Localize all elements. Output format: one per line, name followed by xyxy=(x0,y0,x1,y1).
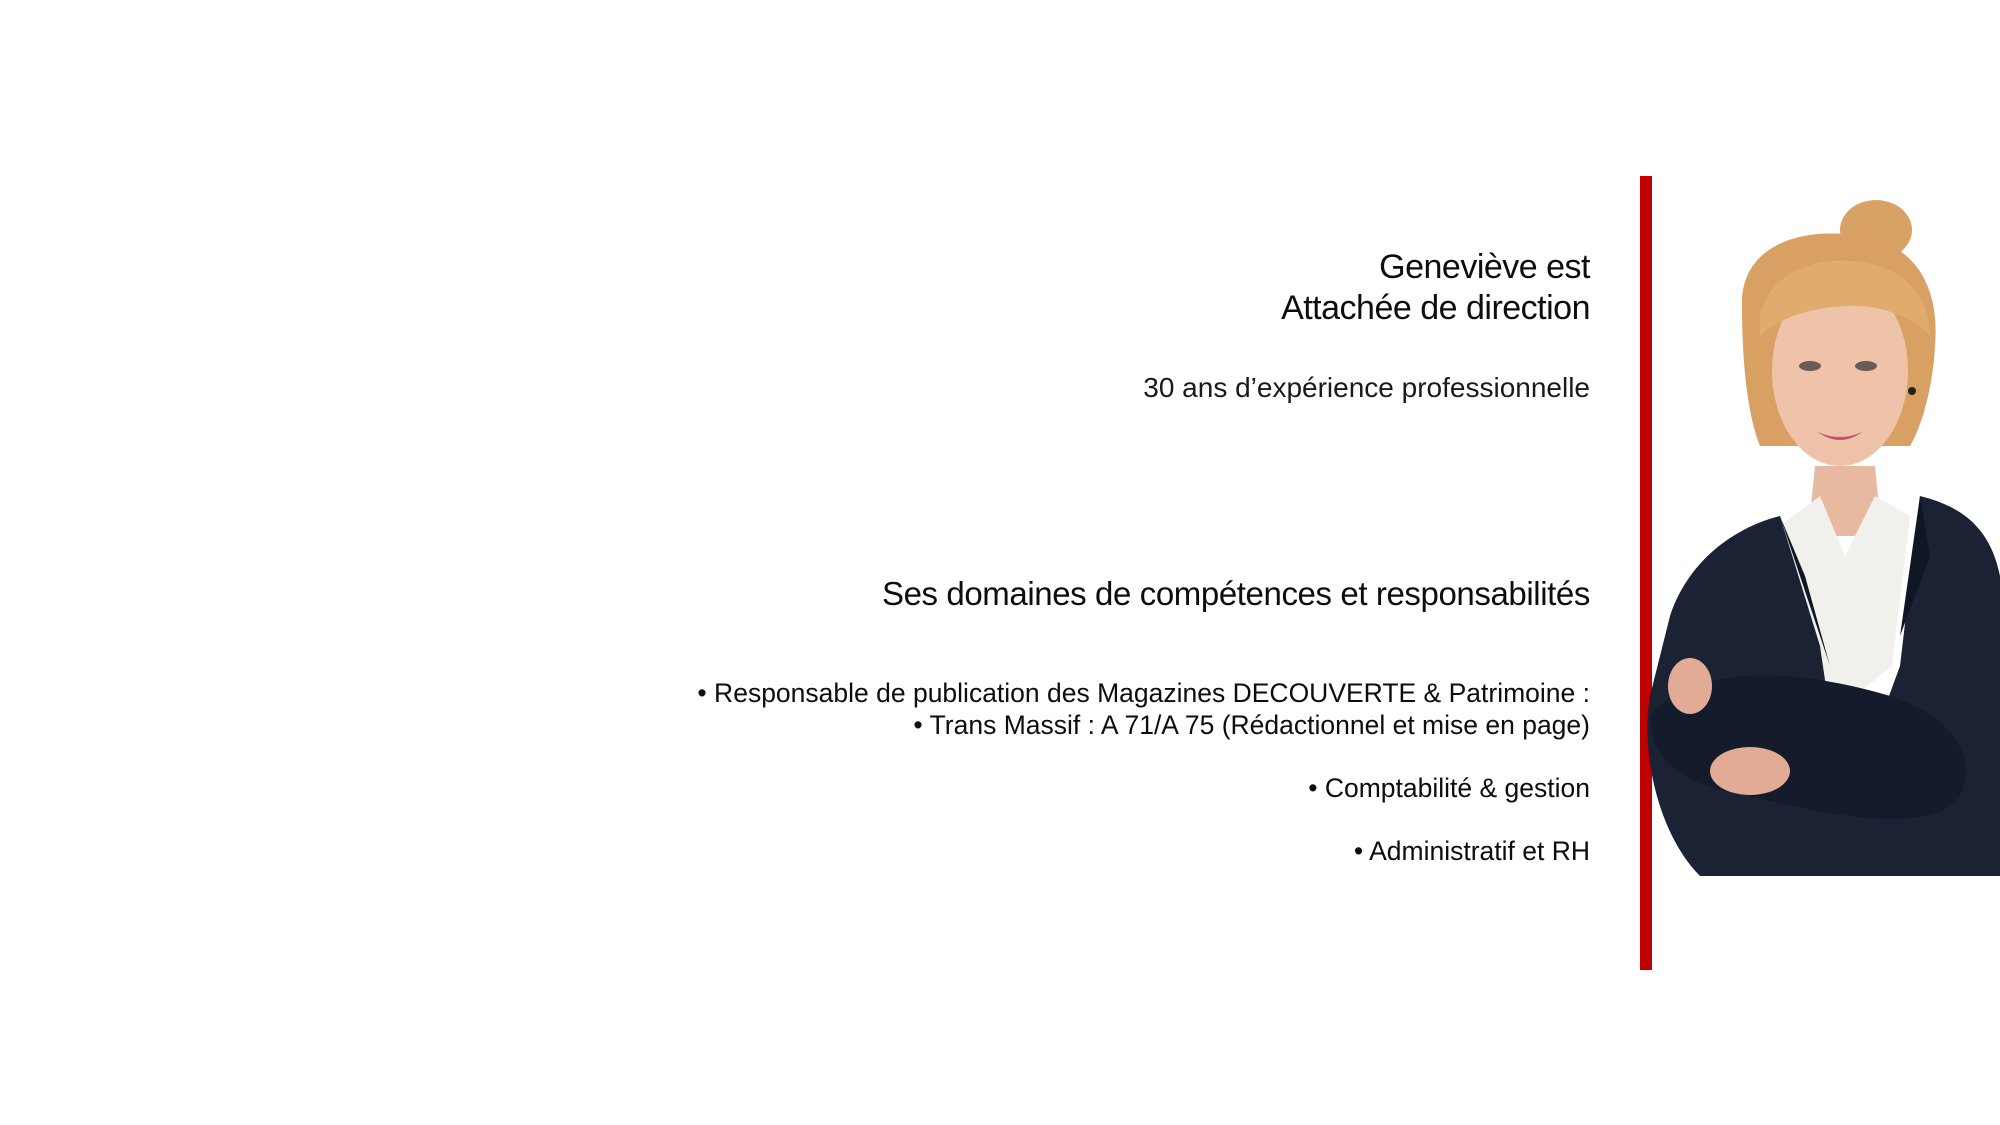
page-title xyxy=(1281,247,1590,329)
heading-role: Attachée de direction xyxy=(1281,289,1590,327)
list-item: • Administratif et RH xyxy=(1353,836,1590,866)
list-item: • Responsable de publication des Magazines DECOUVERTE & Patrimoine : xyxy=(697,678,1590,708)
experience-text: 30 ans d’expérience professionnelle xyxy=(1143,372,1590,403)
list-item: • Comptabilité & gestion xyxy=(1308,773,1590,803)
list-item: • Trans Massif : A 71/A 75 (Rédactionnel et mise en page) xyxy=(913,710,1590,740)
portrait-photo xyxy=(1630,196,2000,876)
heading-name: Geneviève est xyxy=(1379,248,1590,286)
skills-title: Ses domaines de compétences et responsabilités xyxy=(881,575,1590,612)
skills-list xyxy=(697,677,1590,867)
